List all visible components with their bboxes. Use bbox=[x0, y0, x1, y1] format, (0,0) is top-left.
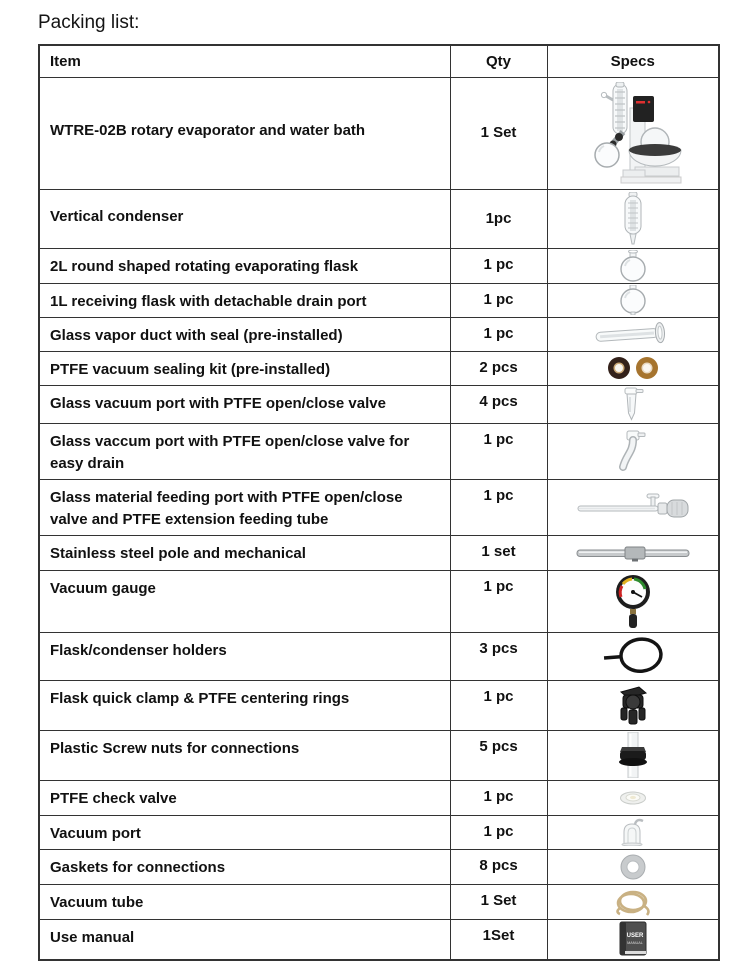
qty-cell: 1 set bbox=[450, 535, 547, 570]
table-row bbox=[39, 632, 719, 680]
vapor-duct-icon bbox=[594, 322, 672, 346]
gasket-ring-icon bbox=[619, 853, 647, 881]
qty-cell: 1 pc bbox=[450, 570, 547, 632]
table-row bbox=[39, 385, 719, 423]
rotating-flask-icon bbox=[613, 250, 653, 282]
specs-cell bbox=[547, 317, 719, 351]
screw-nut-icon bbox=[616, 732, 650, 778]
qty-cell: 1 pc bbox=[450, 423, 547, 479]
item-cell: Glass vaccum port with PTFE open/close valve for easy drain bbox=[39, 423, 450, 479]
item-cell: Vertical condenser bbox=[39, 189, 450, 248]
qty-cell: 1 pc bbox=[450, 248, 547, 283]
vacuum-tube-coil-icon bbox=[614, 888, 652, 916]
table-row bbox=[39, 423, 719, 479]
table-row bbox=[39, 780, 719, 815]
specs-cell bbox=[547, 849, 719, 884]
item-cell: PTFE check valve bbox=[39, 780, 450, 815]
qty-cell: 3 pcs bbox=[450, 632, 547, 680]
item-cell: Glass vapor duct with seal (pre-installed) bbox=[39, 317, 450, 351]
specs-cell bbox=[547, 423, 719, 479]
item-cell: WTRE-02B rotary evaporator and water bath bbox=[39, 77, 450, 189]
vacuum-port-icon bbox=[620, 818, 646, 846]
page-title: Packing list: bbox=[38, 12, 140, 33]
col-header-specs: Specs bbox=[547, 45, 719, 77]
specs-cell bbox=[547, 77, 719, 189]
col-header-qty: Qty bbox=[450, 45, 547, 77]
table-row bbox=[39, 815, 719, 849]
header-row bbox=[39, 45, 719, 77]
table-row bbox=[39, 730, 719, 780]
qty-cell: 1 Set bbox=[450, 884, 547, 919]
check-valve-icon bbox=[619, 791, 647, 805]
manual-subtitle-text: MANUAL bbox=[626, 941, 643, 946]
qty-cell: 8 pcs bbox=[450, 849, 547, 884]
specs-cell bbox=[547, 919, 719, 960]
table-row bbox=[39, 283, 719, 317]
item-cell: Vacuum port bbox=[39, 815, 450, 849]
item-cell: Vacuum tube bbox=[39, 884, 450, 919]
item-cell: PTFE vacuum sealing kit (pre-installed) bbox=[39, 351, 450, 385]
item-cell: Flask/condenser holders bbox=[39, 632, 450, 680]
table-row bbox=[39, 317, 719, 351]
qty-cell: 1 pc bbox=[450, 283, 547, 317]
qty-cell: 1 pc bbox=[450, 479, 547, 535]
table-row bbox=[39, 189, 719, 248]
item-cell: Glass material feeding port with PTFE open/close valve and PTFE extension feeding tube bbox=[39, 479, 450, 535]
manual-title-text: USER bbox=[626, 933, 644, 940]
vacuum-port-valve-icon bbox=[621, 387, 645, 421]
rotary-evaporator-icon bbox=[583, 82, 683, 184]
quick-clamp-icon bbox=[614, 683, 652, 727]
specs-cell bbox=[547, 189, 719, 248]
qty-cell: 1 pc bbox=[450, 317, 547, 351]
easy-drain-port-icon bbox=[618, 430, 648, 472]
specs-cell bbox=[547, 385, 719, 423]
specs-cell bbox=[547, 632, 719, 680]
qty-cell: 2 pcs bbox=[450, 351, 547, 385]
item-cell: Gaskets for connections bbox=[39, 849, 450, 884]
steel-pole-icon bbox=[575, 544, 691, 562]
vertical-condenser-icon bbox=[622, 192, 644, 246]
item-cell: 2L round shaped rotating evaporating flask bbox=[39, 248, 450, 283]
item-cell: Flask quick clamp & PTFE centering rings bbox=[39, 680, 450, 730]
holder-ring-icon bbox=[601, 637, 665, 675]
feeding-port-icon bbox=[575, 492, 691, 522]
specs-cell bbox=[547, 248, 719, 283]
specs-cell bbox=[547, 535, 719, 570]
item-cell: 1L receiving flask with detachable drain port bbox=[39, 283, 450, 317]
qty-cell: 5 pcs bbox=[450, 730, 547, 780]
table-row bbox=[39, 479, 719, 535]
qty-cell: 1 pc bbox=[450, 680, 547, 730]
item-cell: Use manual bbox=[39, 919, 450, 960]
table-row bbox=[39, 570, 719, 632]
table-row bbox=[39, 884, 719, 919]
table-row bbox=[39, 680, 719, 730]
col-header-item: Item bbox=[39, 45, 450, 77]
specs-cell bbox=[547, 479, 719, 535]
specs-cell bbox=[547, 884, 719, 919]
item-cell: Plastic Screw nuts for connections bbox=[39, 730, 450, 780]
receiving-flask-icon bbox=[615, 285, 651, 315]
specs-cell bbox=[547, 570, 719, 632]
qty-cell: 1 Set bbox=[450, 77, 547, 189]
specs-cell bbox=[547, 780, 719, 815]
table-row bbox=[39, 849, 719, 884]
item-cell: Vacuum gauge bbox=[39, 570, 450, 632]
qty-cell: 4 pcs bbox=[450, 385, 547, 423]
specs-cell bbox=[547, 283, 719, 317]
item-cell: Stainless steel pole and mechanical bbox=[39, 535, 450, 570]
qty-cell: 1pc bbox=[450, 189, 547, 248]
table-row bbox=[39, 535, 719, 570]
specs-cell bbox=[547, 815, 719, 849]
qty-cell: 1 pc bbox=[450, 780, 547, 815]
table-row bbox=[39, 77, 719, 189]
item-cell: Glass vacuum port with PTFE open/close valve bbox=[39, 385, 450, 423]
table-row bbox=[39, 248, 719, 283]
specs-cell bbox=[547, 730, 719, 780]
table-row bbox=[39, 351, 719, 385]
table-row bbox=[39, 919, 719, 960]
qty-cell: 1Set bbox=[450, 919, 547, 960]
user-manual-icon bbox=[618, 921, 648, 957]
specs-cell bbox=[547, 680, 719, 730]
qty-cell: 1 pc bbox=[450, 815, 547, 849]
specs-cell bbox=[547, 351, 719, 385]
packing-table bbox=[38, 44, 720, 961]
vacuum-gauge-icon bbox=[611, 573, 655, 629]
sealing-rings-icon bbox=[604, 355, 662, 381]
